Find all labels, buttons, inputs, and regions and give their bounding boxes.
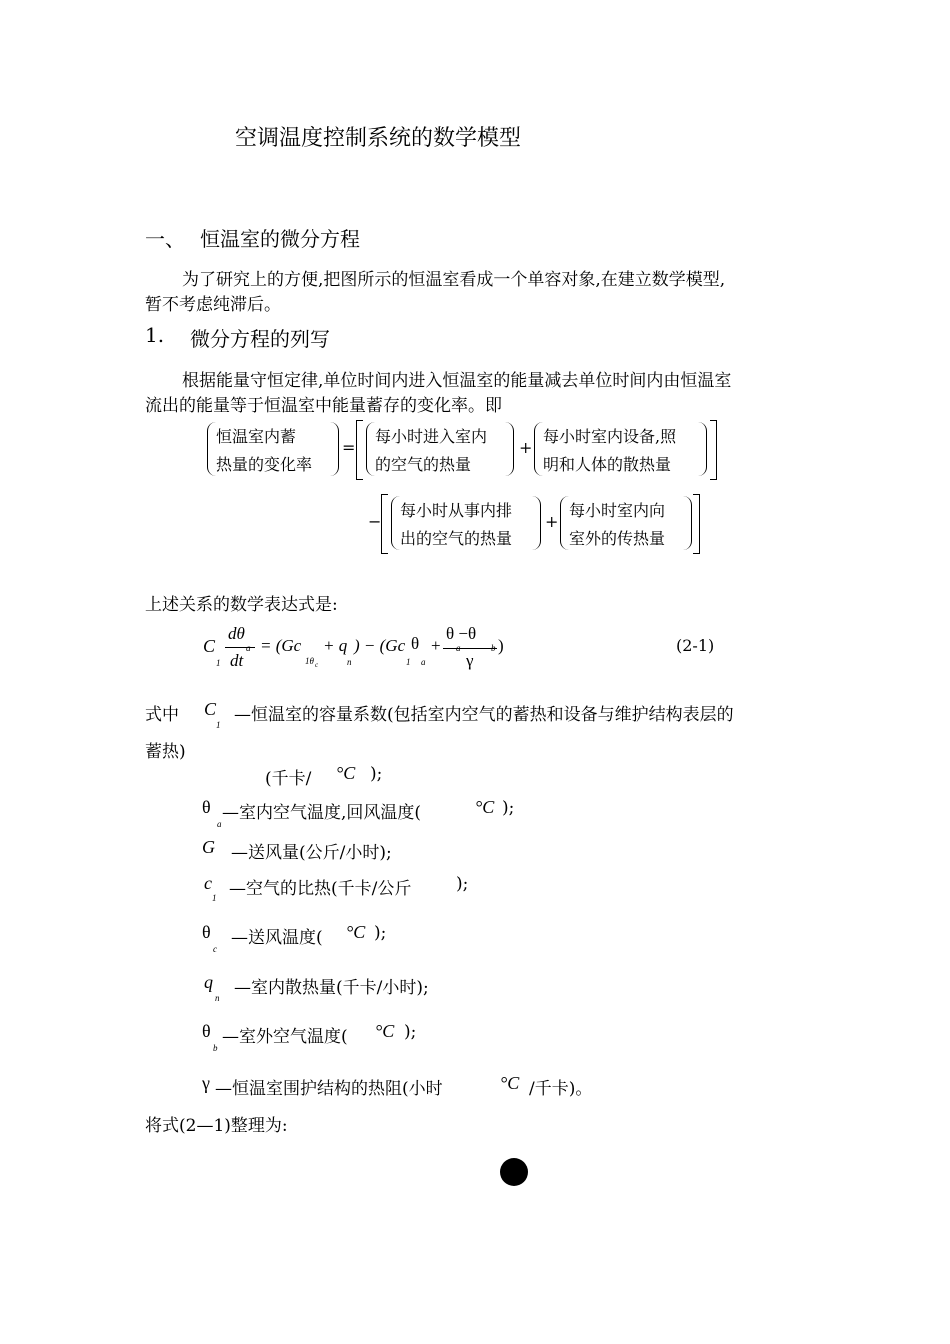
plus-sign: + <box>519 438 533 457</box>
bracket-left <box>356 420 363 480</box>
intro-line-1: 为了研究上的方便,把图所示的恒温室看成一个单容对象,在建立数学模型, <box>182 270 726 290</box>
theta-a-unit: °C <box>475 797 495 817</box>
theta-a-subscript: a <box>217 819 222 829</box>
formula-C-sub: 1 <box>216 658 221 668</box>
q-subscript: n <box>215 993 220 1003</box>
term1-line-2: 的空气的热量 <box>375 455 472 474</box>
theta-sub: a <box>421 657 426 667</box>
c1-end: ); <box>456 874 469 894</box>
c1-definition: —空气的比热(千卡/公斤 <box>229 879 412 899</box>
rhs-part-2: + q <box>323 636 348 655</box>
section-number: 一、 <box>145 227 185 251</box>
theta-c-end: ); <box>374 923 387 943</box>
term2-line-2: 明和人体的散热量 <box>543 455 672 474</box>
paren-right <box>505 422 514 476</box>
c1-subscript: 1 <box>212 893 217 903</box>
subsection-title: 微分方程的列写 <box>190 327 330 351</box>
paren-left <box>207 422 216 476</box>
fraction-bar <box>225 647 255 648</box>
para2-line-1: 根据能量守恒定律,单位时间内进入恒温室的能量减去单位时间内由恒温室 <box>182 371 732 391</box>
term2-line-1: 每小时室内设备,照 <box>543 427 677 446</box>
plus-sign: + <box>545 512 559 531</box>
intro-line-2: 暂不考虑纯滞后。 <box>145 295 281 315</box>
q-symbol: q <box>204 972 213 992</box>
theta-c-unit: °C <box>346 922 366 942</box>
gamma-end: /千卡)。 <box>529 1079 593 1099</box>
theta-b-end: ); <box>404 1022 417 1042</box>
rhs-part-3: ) − (Gc <box>354 636 406 655</box>
fraction-numerator: dθ <box>228 624 245 643</box>
inner-fraction-numerator: θ −θ <box>446 624 477 643</box>
closing-line: 将式(2—1)整理为: <box>145 1116 288 1136</box>
C1-definition-cont: 蓄热) <box>145 742 186 762</box>
term3-line-2: 出的空气的热量 <box>400 529 513 548</box>
paren-right <box>532 496 541 550</box>
bracket-right <box>693 494 700 554</box>
equation-number: (2-1) <box>676 636 715 655</box>
C1-subscript: 1 <box>216 720 221 730</box>
C1-unit-symbol: °C <box>336 763 356 783</box>
inner-fraction-denominator: γ <box>466 651 474 670</box>
rhs-part-1: = (Gc <box>260 636 302 655</box>
paren-right <box>330 422 339 476</box>
where-label: 式中 <box>145 705 179 725</box>
paren-left <box>391 496 400 550</box>
paren-right <box>698 422 707 476</box>
fraction-denominator: dt <box>230 651 244 670</box>
theta-c-symbol: θ <box>202 922 211 942</box>
theta-c-definition: —送风温度( <box>231 928 323 948</box>
subsection-number: 1. <box>145 323 165 347</box>
gamma-definition: —恒温室围护结构的热阻(小时 <box>215 1079 443 1099</box>
section-title: 恒温室的微分方程 <box>200 227 360 251</box>
fraction-numerator-sub: a <box>246 643 251 653</box>
c1-symbol: c <box>204 873 212 893</box>
term4-line-1: 每小时室内向 <box>569 501 666 520</box>
theta-a-end: ); <box>502 798 515 818</box>
C1-symbol: C <box>204 699 217 719</box>
theta-symbol: θ <box>411 634 420 653</box>
gamma-symbol: γ <box>202 1073 210 1093</box>
theta-b-unit: °C <box>375 1021 395 1041</box>
term3-line-1: 每小时从事内排 <box>400 501 513 520</box>
equals-sign: = <box>342 438 356 457</box>
formula-C: C <box>203 636 216 656</box>
rhs-part-3-sub: 1 <box>406 657 411 667</box>
G-symbol: G <box>202 837 215 857</box>
paren-left <box>534 422 543 476</box>
para2-line-2: 流出的能量等于恒温室中能量蓄存的变化率。即 <box>145 396 502 416</box>
paren-left <box>366 422 375 476</box>
close-paren: ) <box>498 636 504 655</box>
theta-c-subscript: c <box>213 944 217 954</box>
lhs-line-1: 恒温室内蓄 <box>216 427 297 446</box>
C1-definition: —恒温室的容量系数(包括室内空气的蓄热和设备与维护结构表层的 <box>234 705 734 725</box>
gamma-unit: °C <box>500 1073 520 1093</box>
theta-b-symbol: θ <box>202 1021 211 1041</box>
term1-line-1: 每小时进入室内 <box>375 427 488 446</box>
bracket-right <box>710 420 717 480</box>
page-title: 空调温度控制系统的数学模型 <box>235 126 522 151</box>
inner-numerator-sub-2: b <box>491 643 496 653</box>
theta-b-subscript: b <box>213 1043 218 1053</box>
theta-a-symbol: θ <box>202 797 211 817</box>
rhs-part-1-sub2: c <box>315 661 319 669</box>
plus-sign: + <box>431 636 441 655</box>
q-definition: —室内散热量(千卡/小时); <box>234 978 429 998</box>
bracket-left <box>381 494 388 554</box>
C1-unit-close: ); <box>370 764 383 784</box>
minus-sign: − <box>368 512 382 531</box>
expression-label: 上述关系的数学表达式是: <box>145 595 338 615</box>
theta-a-definition: —室内空气温度,回风温度( <box>222 803 422 823</box>
inner-fraction-bar <box>443 648 497 649</box>
theta-b-definition: —室外空气温度( <box>222 1027 348 1047</box>
rhs-part-2-sub: n <box>347 657 352 667</box>
paren-right <box>683 496 692 550</box>
G-definition: —送风量(公斤/小时); <box>231 843 392 863</box>
paren-left <box>560 496 569 550</box>
C1-unit-open: (千卡/ <box>265 769 312 789</box>
lhs-line-2: 热量的变化率 <box>216 455 313 474</box>
inner-numerator-sub-1: a <box>456 643 461 653</box>
term4-line-2: 室外的传热量 <box>569 529 666 548</box>
page-marker-dot <box>500 1158 528 1186</box>
rhs-part-1-sub: 1θ <box>305 656 314 666</box>
